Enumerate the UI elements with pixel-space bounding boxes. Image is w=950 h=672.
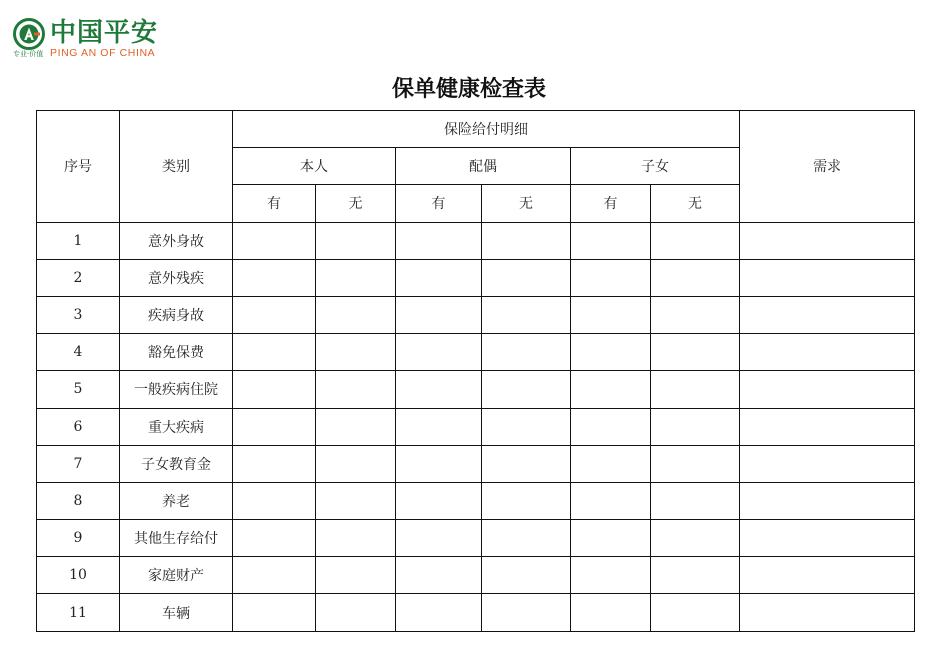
check-cell[interactable] — [396, 334, 482, 371]
check-cell[interactable] — [482, 222, 571, 259]
header-person-self: 本人 — [233, 148, 396, 185]
demand-cell[interactable] — [740, 222, 915, 259]
check-cell[interactable] — [233, 408, 316, 445]
check-cell[interactable] — [571, 482, 651, 519]
check-cell[interactable] — [651, 594, 740, 631]
row-index: 7 — [37, 445, 120, 482]
demand-cell[interactable] — [740, 520, 915, 557]
check-cell[interactable] — [482, 520, 571, 557]
row-index: 8 — [37, 482, 120, 519]
row-category: 养老 — [120, 482, 233, 519]
demand-cell[interactable] — [740, 594, 915, 631]
row-index: 5 — [37, 371, 120, 408]
check-cell[interactable] — [571, 594, 651, 631]
check-cell[interactable] — [571, 371, 651, 408]
check-cell[interactable] — [396, 557, 482, 594]
check-cell[interactable] — [482, 296, 571, 333]
demand-cell[interactable] — [740, 296, 915, 333]
check-cell[interactable] — [316, 557, 396, 594]
check-cell[interactable] — [651, 259, 740, 296]
header-none: 无 — [316, 185, 396, 222]
check-cell[interactable] — [571, 296, 651, 333]
header-has: 有 — [396, 185, 482, 222]
check-cell[interactable] — [651, 557, 740, 594]
check-cell[interactable] — [482, 408, 571, 445]
check-cell[interactable] — [396, 482, 482, 519]
table-row — [37, 296, 915, 333]
check-cell[interactable] — [651, 520, 740, 557]
row-category: 车辆 — [120, 594, 233, 631]
header-none: 无 — [651, 185, 740, 222]
check-cell[interactable] — [651, 445, 740, 482]
row-index: 1 — [37, 222, 120, 259]
header-row-1 — [37, 111, 915, 148]
table-row — [37, 594, 915, 631]
row-category: 意外残疾 — [120, 259, 233, 296]
demand-cell[interactable] — [740, 408, 915, 445]
row-index: 6 — [37, 408, 120, 445]
table-row — [37, 482, 915, 519]
check-cell[interactable] — [396, 408, 482, 445]
check-cell[interactable] — [571, 445, 651, 482]
check-cell[interactable] — [571, 259, 651, 296]
check-cell[interactable] — [482, 259, 571, 296]
demand-cell[interactable] — [740, 371, 915, 408]
check-cell[interactable] — [233, 482, 316, 519]
ping-an-logo — [13, 16, 183, 60]
table-row — [37, 222, 915, 259]
header-has: 有 — [571, 185, 651, 222]
check-cell[interactable] — [482, 594, 571, 631]
check-cell[interactable] — [482, 334, 571, 371]
check-cell[interactable] — [396, 445, 482, 482]
demand-cell[interactable] — [740, 482, 915, 519]
check-cell[interactable] — [316, 371, 396, 408]
row-category: 一般疾病住院 — [120, 371, 233, 408]
check-cell[interactable] — [233, 371, 316, 408]
check-cell[interactable] — [233, 259, 316, 296]
row-index: 3 — [37, 296, 120, 333]
check-cell[interactable] — [482, 557, 571, 594]
check-cell[interactable] — [233, 445, 316, 482]
check-cell[interactable] — [233, 334, 316, 371]
logo-english-name: PING AN OF CHINA — [50, 47, 156, 59]
header-person-children: 子女 — [571, 148, 740, 185]
check-cell[interactable] — [651, 296, 740, 333]
row-category: 重大疾病 — [120, 408, 233, 445]
check-cell[interactable] — [482, 445, 571, 482]
check-cell[interactable] — [571, 222, 651, 259]
check-cell[interactable] — [396, 222, 482, 259]
check-cell[interactable] — [316, 482, 396, 519]
check-cell[interactable] — [396, 296, 482, 333]
table-row — [37, 408, 915, 445]
demand-cell[interactable] — [740, 334, 915, 371]
check-cell[interactable] — [396, 520, 482, 557]
check-cell[interactable] — [233, 520, 316, 557]
check-cell[interactable] — [233, 557, 316, 594]
table-body — [37, 111, 915, 632]
check-cell[interactable] — [233, 296, 316, 333]
header-person-spouse: 配偶 — [396, 148, 571, 185]
header-has: 有 — [233, 185, 316, 222]
table-row — [37, 334, 915, 371]
check-cell[interactable] — [482, 371, 571, 408]
check-cell[interactable] — [316, 222, 396, 259]
check-cell[interactable] — [396, 594, 482, 631]
check-cell[interactable] — [651, 222, 740, 259]
demand-cell[interactable] — [740, 259, 915, 296]
table-row — [37, 259, 915, 296]
policy-checkup-table — [36, 110, 915, 632]
check-cell[interactable] — [316, 296, 396, 333]
check-cell[interactable] — [482, 482, 571, 519]
table-row — [37, 520, 915, 557]
logo-slogan: 专业·价值 — [13, 50, 44, 58]
row-category: 子女教育金 — [120, 445, 233, 482]
check-cell[interactable] — [651, 408, 740, 445]
row-category: 疾病身故 — [120, 296, 233, 333]
check-cell[interactable] — [316, 445, 396, 482]
table-row — [37, 371, 915, 408]
check-cell[interactable] — [396, 371, 482, 408]
row-category: 其他生存给付 — [120, 520, 233, 557]
check-cell[interactable] — [316, 594, 396, 631]
header-none: 无 — [482, 185, 571, 222]
check-cell[interactable] — [571, 520, 651, 557]
row-category: 家庭财产 — [120, 557, 233, 594]
check-cell[interactable] — [316, 408, 396, 445]
check-cell[interactable] — [316, 520, 396, 557]
header-detail-group: 保险给付明细 — [233, 111, 740, 148]
header-category: 类别 — [120, 111, 233, 223]
check-cell[interactable] — [316, 259, 396, 296]
row-index: 11 — [37, 594, 120, 631]
header-index: 序号 — [37, 111, 120, 223]
ping-an-emblem-icon — [13, 18, 45, 50]
table-row — [37, 557, 915, 594]
check-cell[interactable] — [571, 334, 651, 371]
demand-cell[interactable] — [740, 557, 915, 594]
row-index: 9 — [37, 520, 120, 557]
check-cell[interactable] — [651, 482, 740, 519]
row-category: 豁免保费 — [120, 334, 233, 371]
demand-cell[interactable] — [740, 445, 915, 482]
header-demand: 需求 — [740, 111, 915, 223]
row-index: 10 — [37, 557, 120, 594]
row-index: 2 — [37, 259, 120, 296]
check-cell[interactable] — [233, 594, 316, 631]
check-cell[interactable] — [571, 408, 651, 445]
logo-chinese-name: 中国平安 — [50, 18, 159, 48]
check-cell[interactable] — [651, 371, 740, 408]
check-cell[interactable] — [316, 334, 396, 371]
row-index: 4 — [37, 334, 120, 371]
row-category: 意外身故 — [120, 222, 233, 259]
page-title: 保单健康检查表 — [391, 77, 546, 102]
check-cell[interactable] — [651, 334, 740, 371]
check-cell[interactable] — [233, 222, 316, 259]
check-cell[interactable] — [571, 557, 651, 594]
table-row — [37, 445, 915, 482]
check-cell[interactable] — [396, 259, 482, 296]
